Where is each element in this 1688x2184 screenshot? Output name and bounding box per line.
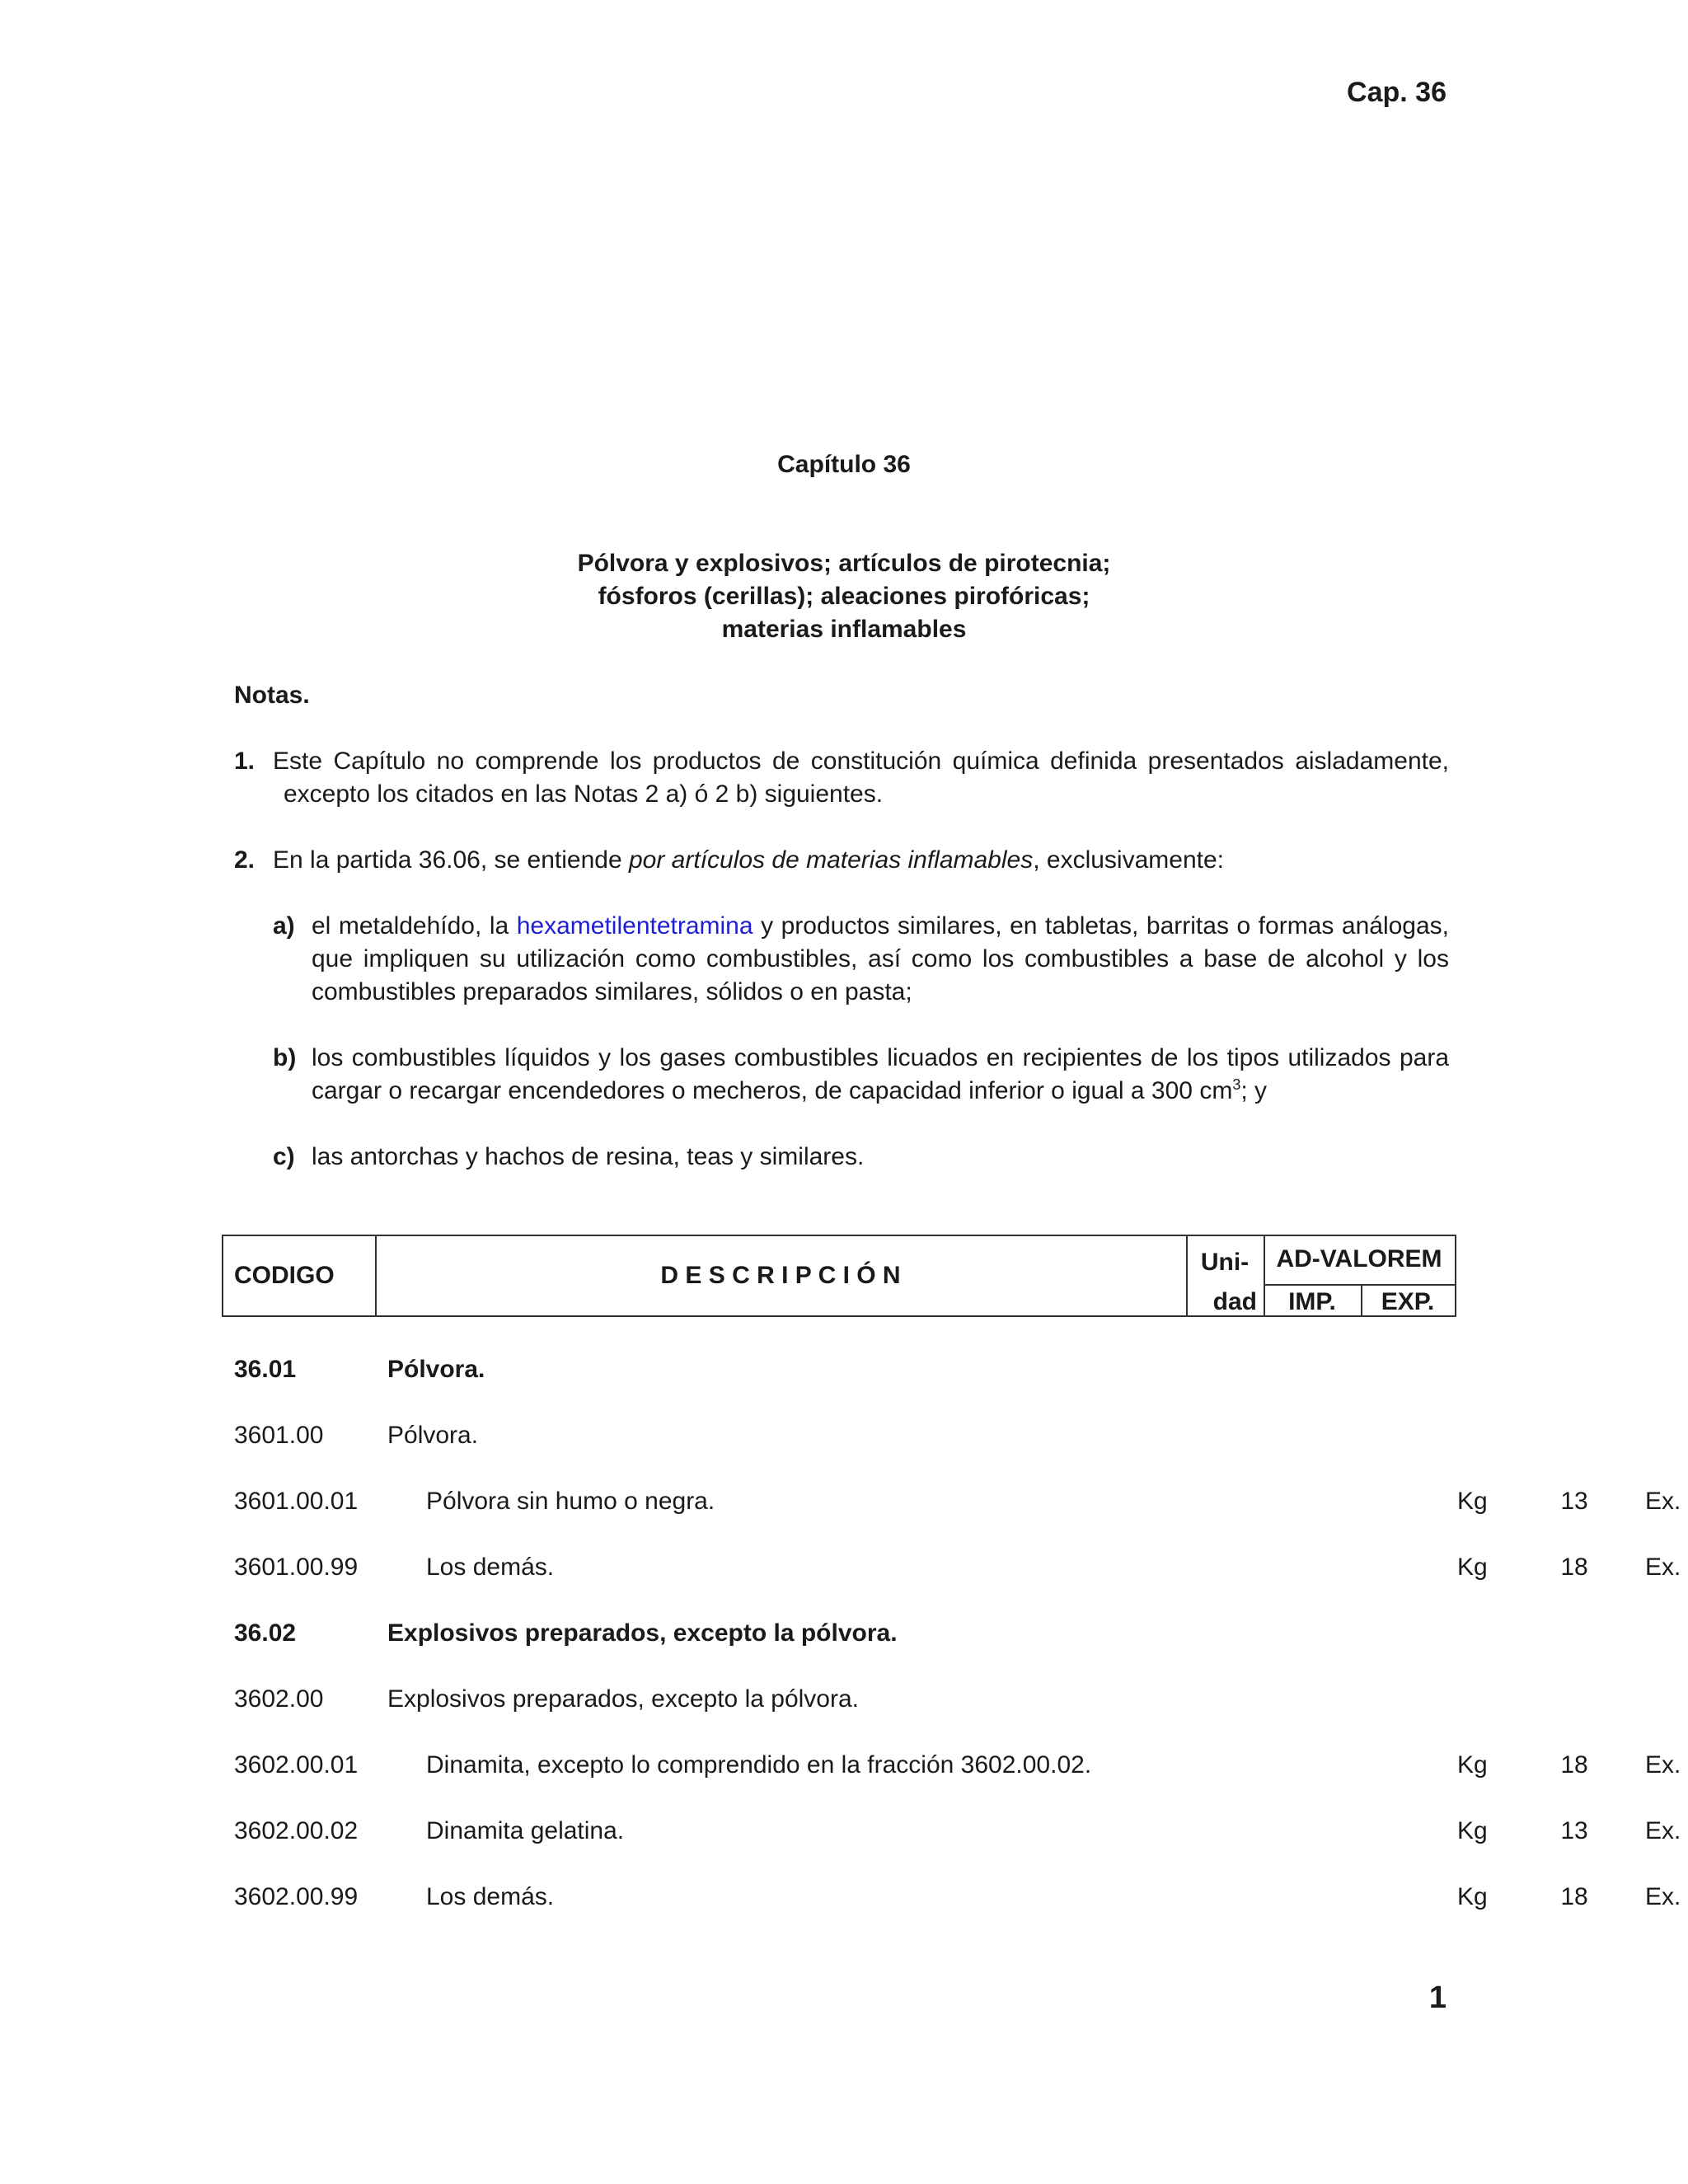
item-line-post: ; y — [1240, 1077, 1267, 1104]
item-line-pre: cargar o recargar encendedores o mecheros, de capacidad inferior o igual a 300 cm — [312, 1077, 1233, 1104]
row-imp: 13 — [1560, 1817, 1588, 1844]
item-text-pre: el metaldehído, la — [312, 912, 517, 940]
table-row — [234, 1749, 1681, 1782]
row-description: Explosivos preparados, excepto la pólvora. — [387, 1685, 859, 1713]
table-row — [234, 1419, 1454, 1452]
subtitle-line: Pólvora y explosivos; artículos de pirotecnia; — [577, 550, 1111, 577]
note-number: 2. — [234, 846, 256, 874]
row-code: 3602.00.01 — [234, 1751, 359, 1779]
row-imp: 18 — [1560, 1883, 1588, 1910]
row-code: 3602.00.02 — [234, 1817, 359, 1844]
note-text-pre: En la partida 36.06, se entiende — [273, 846, 629, 874]
note-line: excepto los citados en las Notas 2 a) ó 2 b) siguientes. — [284, 780, 884, 808]
row-exp: Ex. — [1645, 1488, 1681, 1515]
row-code: 36.02 — [234, 1619, 297, 1647]
chapter-subtitle — [0, 547, 1688, 646]
row-exp: Ex. — [1645, 1554, 1681, 1581]
row-imp: 13 — [1560, 1488, 1588, 1515]
row-description: Pólvora sin humo o negra. — [426, 1488, 715, 1515]
note-line: Este Capítulo no comprende los productos de constitución química definida presentados aisladamente, — [273, 748, 1449, 775]
table-row — [234, 1683, 1454, 1716]
row-description: Pólvora. — [387, 1356, 485, 1383]
item-line: los combustibles líquidos y los gases combustibles licuados en recipientes de los tipos utilizados para — [312, 1044, 1449, 1071]
header-descripcion: D E S C R I P C I Ó N — [660, 1262, 901, 1289]
note-text — [273, 844, 1449, 877]
item-text: las antorchas y hachos de resina, teas y similares. — [312, 1143, 865, 1170]
note-text-post: , exclusivamente: — [1033, 846, 1224, 874]
item-letter: a) — [273, 912, 295, 940]
row-unit: Kg — [1457, 1488, 1488, 1515]
row-unit: Kg — [1457, 1883, 1488, 1910]
note-item-a — [273, 910, 1449, 1009]
item-text-post: y productos similares, en tabletas, barritas o formas análogas, que impliquen su utilización como combustibles, así como los combustibles a base de alcohol y los combustibles preparados similares, sólidos o en pasta; — [312, 912, 1450, 1005]
table-row — [234, 1815, 1681, 1848]
table-row — [234, 1551, 1681, 1584]
chapter-header: Cap. 36 — [1347, 77, 1447, 108]
row-description: Explosivos preparados, excepto la pólvora. — [387, 1619, 898, 1647]
row-exp: Ex. — [1645, 1751, 1681, 1779]
header-unidad-2: dad — [1212, 1288, 1257, 1315]
row-imp: 18 — [1560, 1554, 1588, 1581]
item-letter: c) — [273, 1143, 295, 1170]
item-letter: b) — [273, 1044, 297, 1071]
note-item-b — [273, 1042, 1449, 1108]
row-description: Dinamita, excepto lo comprendido en la fracción 3602.00.02. — [426, 1751, 1092, 1779]
row-description: Pólvora. — [387, 1422, 479, 1449]
subtitle-line: materias inflamables — [721, 616, 967, 643]
row-code: 3601.00 — [234, 1422, 324, 1449]
note-2 — [234, 844, 1449, 877]
note-item-c — [273, 1141, 1449, 1174]
note-1 — [234, 745, 1449, 811]
note-number: 1. — [234, 748, 256, 775]
header-imp: IMP. — [1288, 1288, 1336, 1315]
notes-label: Notas. — [234, 682, 310, 709]
page-number: 1 — [1428, 1980, 1447, 2015]
row-code: 36.01 — [234, 1356, 297, 1383]
header-codigo: CODIGO — [234, 1262, 335, 1289]
row-description: Los demás. — [426, 1883, 555, 1910]
superscript: 3 — [1232, 1076, 1241, 1093]
note-text — [273, 745, 1449, 811]
header-unidad-1: Uni- — [1200, 1249, 1250, 1276]
table-header — [222, 1235, 1456, 1317]
chapter-title: Capítulo 36 — [777, 451, 911, 478]
item-text — [312, 910, 1449, 1009]
row-code: 3601.00.99 — [234, 1554, 359, 1581]
subtitle-line: fósforos (cerillas); aleaciones pirofóricas; — [598, 583, 1090, 610]
row-code: 3602.00 — [234, 1685, 324, 1713]
table-row — [234, 1881, 1681, 1914]
table-row — [234, 1485, 1681, 1518]
row-description: Dinamita gelatina. — [426, 1817, 625, 1844]
header-advalorem: AD-VALOREM — [1276, 1245, 1442, 1272]
row-description: Los demás. — [426, 1554, 555, 1581]
item-line — [312, 1075, 1449, 1108]
row-unit: Kg — [1457, 1554, 1488, 1581]
row-code: 3601.00.01 — [234, 1488, 359, 1515]
row-unit: Kg — [1457, 1751, 1488, 1779]
row-unit: Kg — [1457, 1817, 1488, 1844]
row-exp: Ex. — [1645, 1817, 1681, 1844]
row-code: 3602.00.99 — [234, 1883, 359, 1910]
table-row — [234, 1353, 1454, 1386]
hexametilentetramina-link[interactable]: hexametilentetramina — [516, 912, 753, 940]
note-text-italic: por artículos de materias inflamables — [628, 846, 1034, 874]
table-row — [234, 1617, 1454, 1650]
item-text — [312, 1042, 1449, 1108]
row-exp: Ex. — [1645, 1883, 1681, 1910]
row-imp: 18 — [1560, 1751, 1588, 1779]
header-exp: EXP. — [1381, 1288, 1435, 1315]
